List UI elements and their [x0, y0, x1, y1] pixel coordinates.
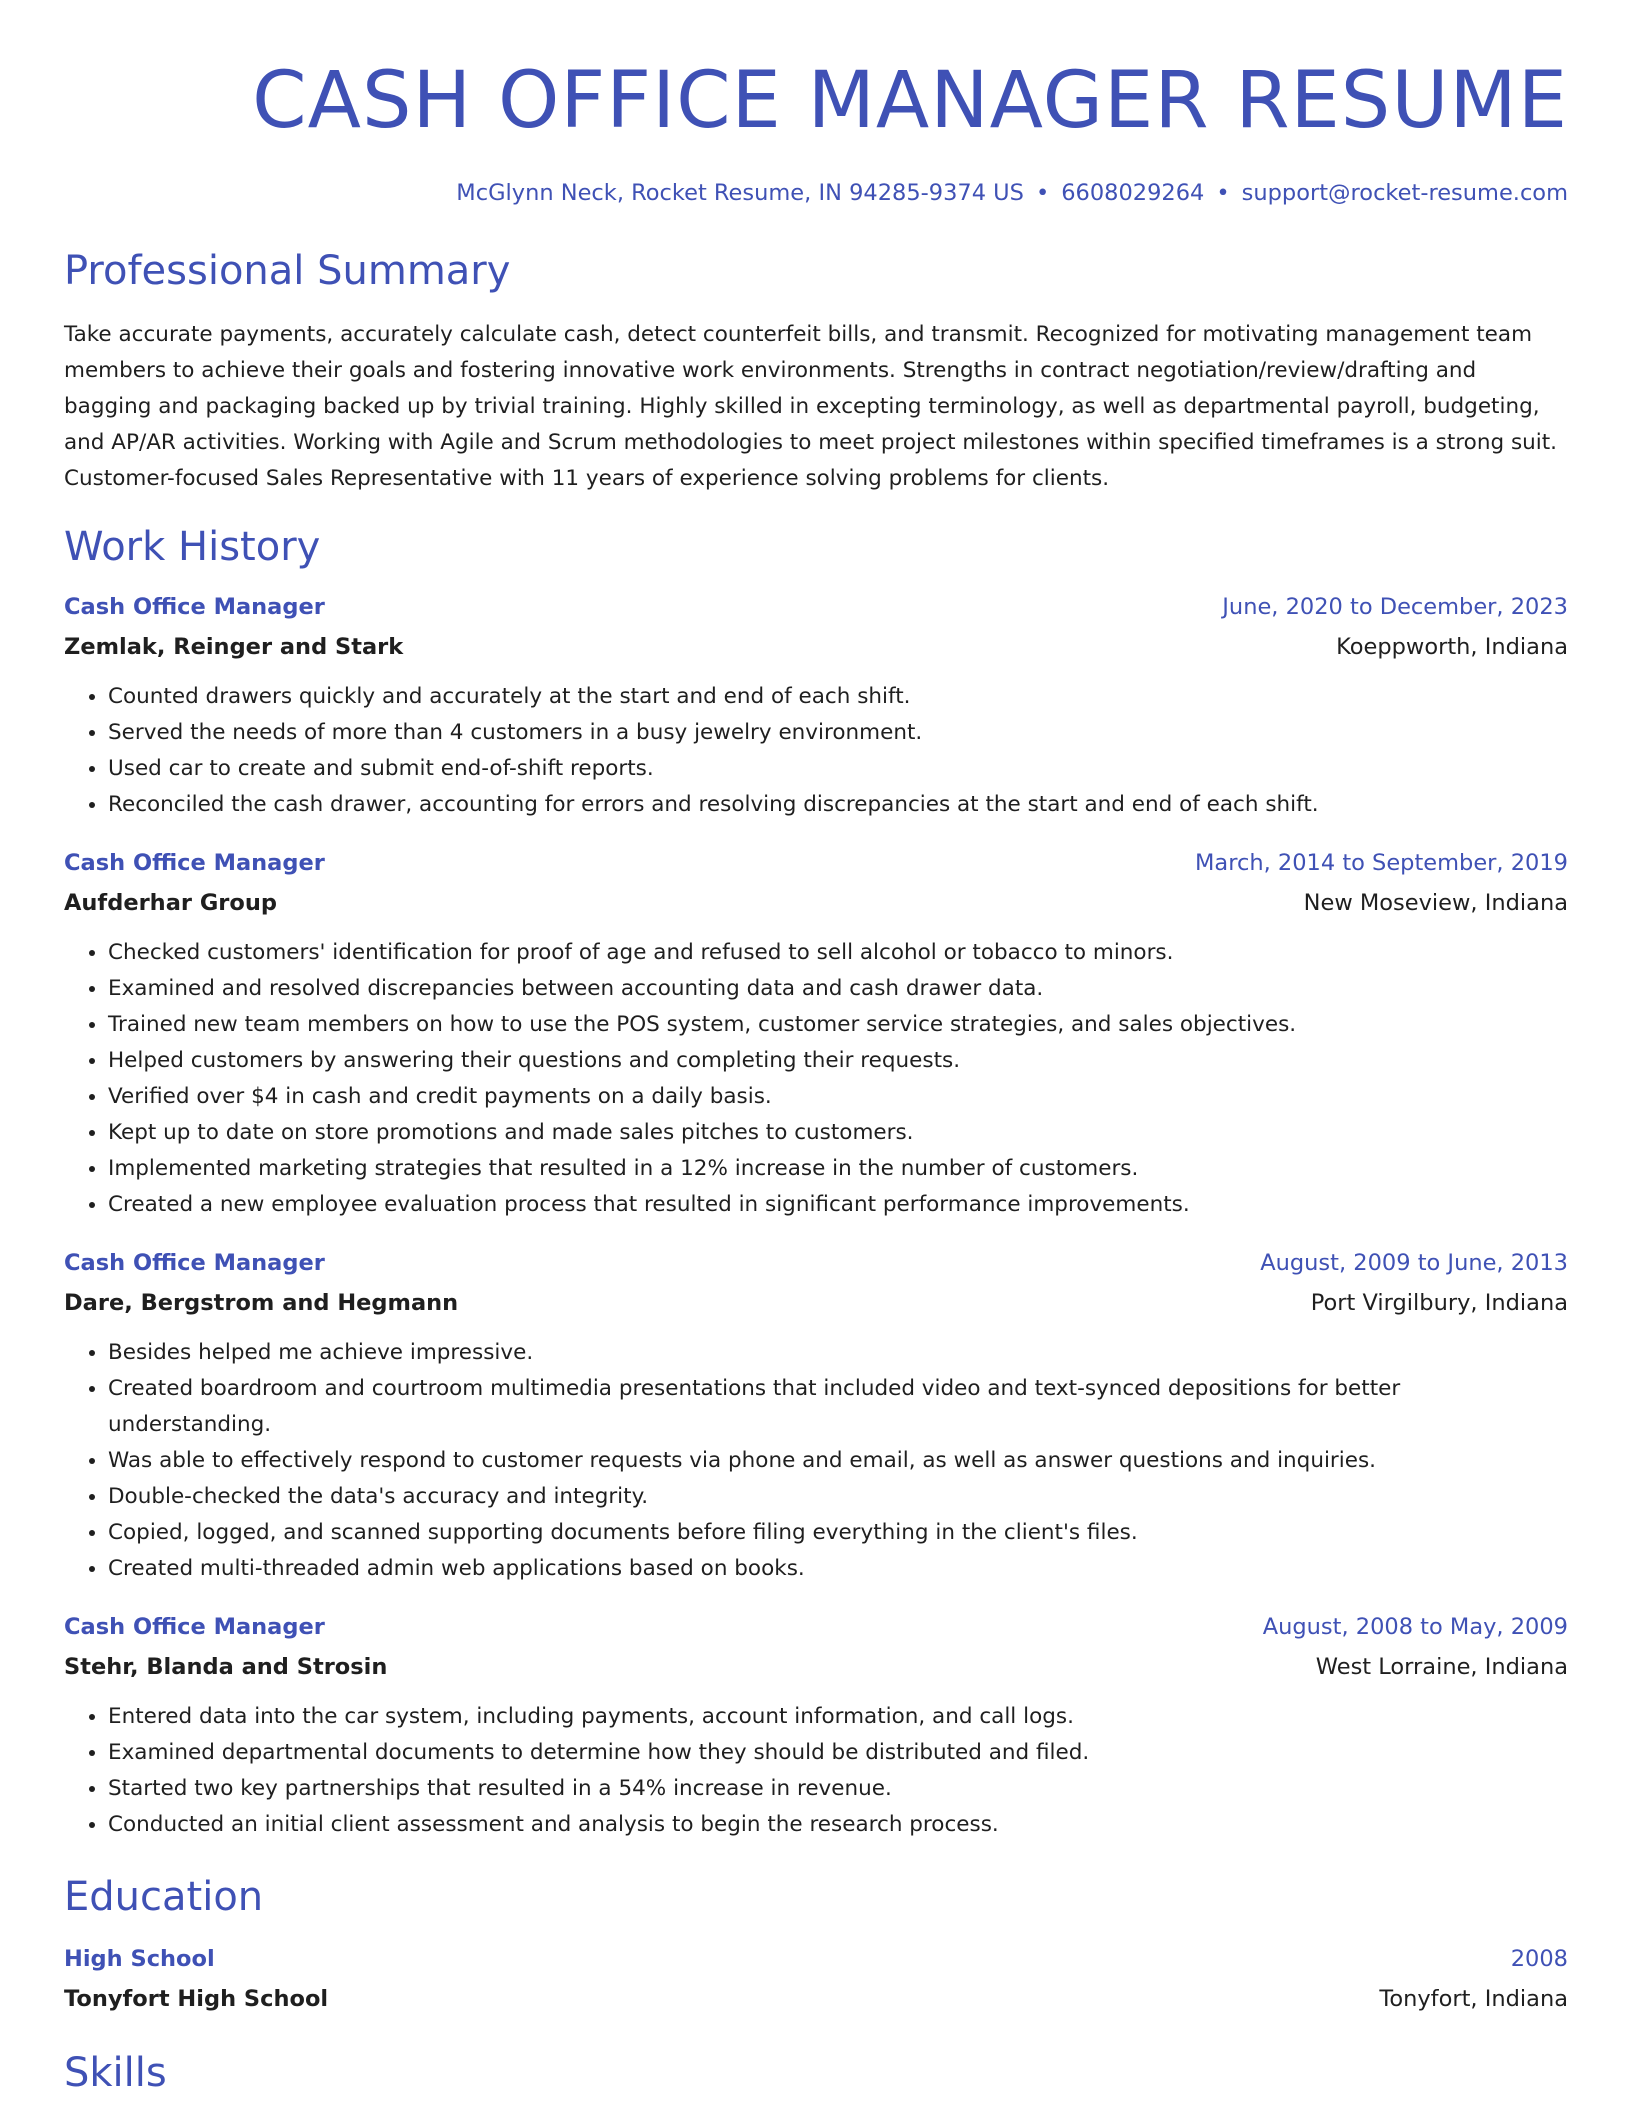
skills-heading: Skills — [64, 2050, 167, 2096]
job-company-row — [64, 1651, 1568, 1683]
job-entry — [64, 591, 1568, 823]
job-role: Cash Office Manager — [64, 594, 325, 620]
job-dates: August, 2009 to June, 2013 — [1260, 1250, 1568, 1276]
work-history-heading: Work History — [64, 524, 321, 570]
summary-heading: Professional Summary — [64, 248, 511, 294]
job-entry — [64, 847, 1568, 1223]
job-bullet: • Examined and resolved discrepancies between accounting data and cash drawer data. — [108, 971, 1568, 1007]
job-company: Dare, Bergstrom and Hegmann — [64, 1290, 459, 1316]
job-bullet: • Created boardroom and courtroom multimedia presentations that included video and text-synced depositions for better understanding. — [108, 1371, 1568, 1443]
job-bullet: • Copied, logged, and scanned supporting documents before filing everything in the client's files. — [108, 1515, 1568, 1551]
job-bullet: • Checked customers' identification for proof of age and refused to sell alcohol or tobacco to minors. — [108, 935, 1568, 971]
education-school-row — [64, 1983, 1568, 2015]
job-company-row — [64, 631, 1568, 663]
job-location: West Lorraine, Indiana — [1315, 1654, 1568, 1680]
job-bullet: • Helped customers by answering their questions and completing their requests. — [108, 1043, 1568, 1079]
education-school: Tonyfort High School — [64, 1986, 329, 2012]
job-company-row — [64, 887, 1568, 919]
job-header-row — [64, 847, 1568, 879]
job-bullet: • Double-checked the data's accuracy and integrity. — [108, 1479, 1568, 1515]
job-role: Cash Office Manager — [64, 1614, 325, 1640]
job-company: Stehr, Blanda and Strosin — [64, 1654, 388, 1680]
resume-page — [64, 0, 1568, 2097]
job-bullet: • Verified over $4 in cash and credit payments on a daily basis. — [108, 1079, 1568, 1115]
job-entry — [64, 1247, 1568, 1587]
job-entry — [64, 1611, 1568, 1843]
job-header-row — [64, 1611, 1568, 1643]
job-bullet: • Served the needs of more than 4 customers in a busy jewelry environment. — [108, 715, 1568, 751]
job-bullet: • Implemented marketing strategies that resulted in a 12% increase in the number of customers. — [108, 1151, 1568, 1187]
job-bullet: • Was able to effectively respond to customer requests via phone and email, as well as answer questions and inquiries. — [108, 1443, 1568, 1479]
contact-separator: • — [1035, 180, 1050, 206]
contact-line — [64, 180, 1568, 207]
contact-separator: • — [1216, 180, 1230, 206]
job-header-row — [64, 591, 1568, 623]
education-degree: High School — [64, 1946, 215, 1972]
job-bullets — [64, 679, 1568, 823]
job-dates: August, 2008 to May, 2009 — [1262, 1614, 1568, 1640]
job-bullets — [64, 1699, 1568, 1843]
job-bullets — [64, 1335, 1568, 1587]
contact-email: support@rocket-resume.com — [1241, 180, 1568, 206]
contact-phone: 6608029264 — [1061, 180, 1205, 206]
job-bullet: • Used car to create and submit end-of-shift reports. — [108, 751, 1568, 787]
job-bullet: • Besides helped me achieve impressive. — [108, 1335, 1568, 1371]
job-bullet: • Examined departmental documents to determine how they should be distributed and filed. — [108, 1735, 1568, 1771]
job-bullet: • Created a new employee evaluation process that resulted in significant performance improvements. — [108, 1187, 1568, 1223]
job-company: Aufderhar Group — [64, 890, 277, 916]
job-role: Cash Office Manager — [64, 1250, 325, 1276]
job-dates: June, 2020 to December, 2023 — [1222, 594, 1568, 620]
page-title: CASH OFFICE MANAGER RESUME — [252, 56, 1568, 146]
job-company: Zemlak, Reinger and Stark — [64, 634, 404, 660]
summary-text: Take accurate payments, accurately calculate cash, detect counterfeit bills, and transmit. Recognized for motivating management team members to achieve their goals and fostering innovative work environments. Strengths in contract negotiation/review/drafting and bagging and packaging backed up by trivial training. Highly skilled in excepting terminology, as well as departmental payroll, budgeting, and AP/AR activities. Working with Agile and Scrum methodologies to meet project milestones within specified timeframes is a strong suit. Customer-focused Sales Representative with 11 years of experience solving problems for clients. — [64, 322, 1558, 491]
job-location: Port Virgilbury, Indiana — [1310, 1290, 1568, 1316]
contact-address: McGlynn Neck, Rocket Resume, IN 94285-9374 US — [456, 180, 1024, 206]
job-bullet: • Kept up to date on store promotions and made sales pitches to customers. — [108, 1115, 1568, 1151]
education-header-row — [64, 1943, 1568, 1975]
job-bullets — [64, 935, 1568, 1223]
job-header-row — [64, 1247, 1568, 1279]
job-bullet: • Conducted an initial client assessment and analysis to begin the research process. — [108, 1807, 1568, 1843]
job-bullet: • Started two key partnerships that resulted in a 54% increase in revenue. — [108, 1771, 1568, 1807]
education-heading: Education — [64, 1874, 264, 1920]
job-bullet: • Created multi-threaded admin web applications based on books. — [108, 1551, 1568, 1587]
education-location: Tonyfort, Indiana — [1379, 1986, 1568, 2012]
job-dates: March, 2014 to September, 2019 — [1195, 850, 1568, 876]
job-location: New Moseview, Indiana — [1303, 890, 1568, 916]
job-bullet: • Reconciled the cash drawer, accounting for errors and resolving discrepancies at the start and end of each shift. — [108, 787, 1568, 823]
job-bullet: • Entered data into the car system, including payments, account information, and call logs. — [108, 1699, 1568, 1735]
job-bullet: • Trained new team members on how to use the POS system, customer service strategies, and sales objectives. — [108, 1007, 1568, 1043]
job-bullet: • Counted drawers quickly and accurately at the start and end of each shift. — [108, 679, 1568, 715]
education-year: 2008 — [1510, 1946, 1568, 1972]
job-role: Cash Office Manager — [64, 850, 325, 876]
job-location: Koeppworth, Indiana — [1336, 634, 1568, 660]
education-entry — [64, 1943, 1568, 2015]
job-company-row — [64, 1287, 1568, 1319]
